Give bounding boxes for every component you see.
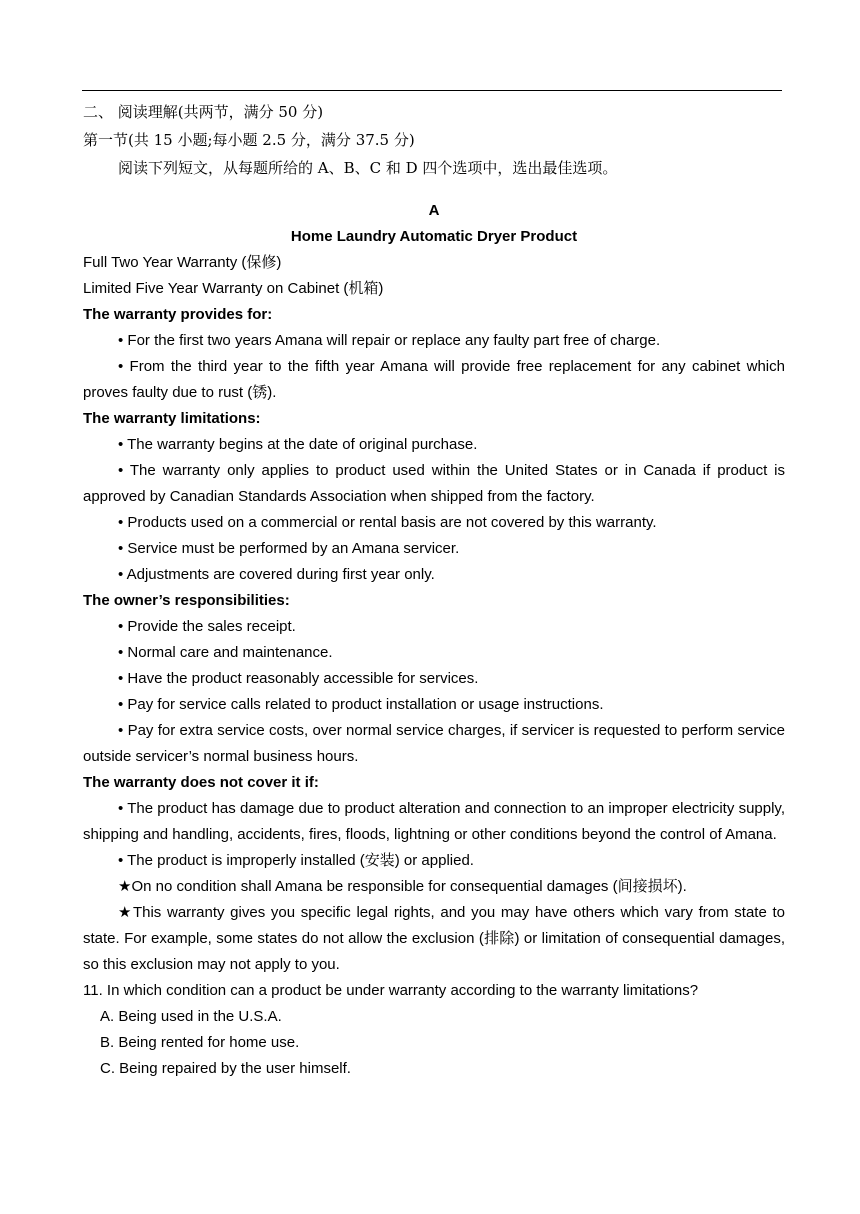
- question-option-c: C. Being repaired by the user himself.: [100, 1060, 351, 1077]
- note-consequential: ★On no condition shall Amana be responsible for consequential damages (间接损坏).: [118, 878, 687, 895]
- responsibilities-item: • Pay for service calls related to product installation or usage instructions.: [118, 696, 604, 713]
- responsibilities-item: • Pay for extra service costs, over normal service charges, if servicer is requested to perform service outside servicer’s normal business hours.: [83, 722, 785, 765]
- provides-heading: The warranty provides for:: [83, 306, 273, 323]
- limitations-item: • The warranty begins at the date of original purchase.: [118, 436, 478, 453]
- limitations-heading: The warranty limitations:: [83, 410, 261, 427]
- instruction: 阅读下列短文，从每题所给的 A、B、C 和 D 四个选项中，选出最佳选项。: [118, 159, 618, 177]
- section-title: 二、 阅读理解(共两节，满分 50 分): [83, 103, 324, 121]
- passage-title: Home Laundry Automatic Dryer Product: [290, 228, 578, 245]
- provides-item: • From the third year to the fifth year Amana will provide free replacement for any cabinet which proves faulty due to rust (锈).: [83, 358, 785, 401]
- responsibilities-item: • Provide the sales receipt.: [118, 618, 296, 635]
- part-title: 第一节(共 15 小题;每小题 2.5 分，满分 37.5 分): [83, 131, 415, 149]
- note-legal-rights: ★This warranty gives you specific legal rights, and you may have others which vary from state to state. For example, some states do not allow the exclusion (排除) or limitation of consequential damages, so this exclusion may not apply to you.: [83, 904, 785, 973]
- provides-item: • For the first two years Amana will repair or replace any faulty part free of charge.: [118, 332, 661, 349]
- responsibilities-heading: The owner’s responsibilities:: [83, 592, 290, 609]
- header-rule: [82, 90, 782, 91]
- responsibilities-item: • Have the product reasonably accessible for services.: [118, 670, 479, 687]
- question-option-b: B. Being rented for home use.: [100, 1034, 300, 1051]
- warranty-line-2: Limited Five Year Warranty on Cabinet (机箱): [83, 280, 384, 297]
- question-stem: 11. In which condition can a product be under warranty according to the warranty limitations?: [83, 982, 699, 999]
- document-body: [83, 98, 785, 1082]
- warranty-line-1: Full Two Year Warranty (保修): [83, 254, 282, 271]
- spacer: [83, 182, 785, 198]
- not-cover-heading: The warranty does not cover it if:: [83, 774, 319, 791]
- limitations-item: • Adjustments are covered during first year only.: [118, 566, 435, 583]
- limitations-item: • The warranty only applies to product used within the United States or in Canada if product is approved by Canadian Standards Association when shipped from the factory.: [83, 462, 785, 505]
- responsibilities-item: • Normal care and maintenance.: [118, 644, 333, 661]
- not-cover-item: • The product is improperly installed (安装) or applied.: [118, 852, 474, 869]
- limitations-item: • Products used on a commercial or rental basis are not covered by this warranty.: [118, 514, 657, 531]
- limitations-item: • Service must be performed by an Amana servicer.: [118, 540, 460, 557]
- passage-label: A: [428, 202, 440, 219]
- not-cover-item: • The product has damage due to product alteration and connection to an improper electricity supply, shipping and handling, accidents, fires, floods, lightning or other conditions beyond the control of Amana.: [83, 800, 785, 843]
- question-option-a: A. Being used in the U.S.A.: [100, 1008, 282, 1025]
